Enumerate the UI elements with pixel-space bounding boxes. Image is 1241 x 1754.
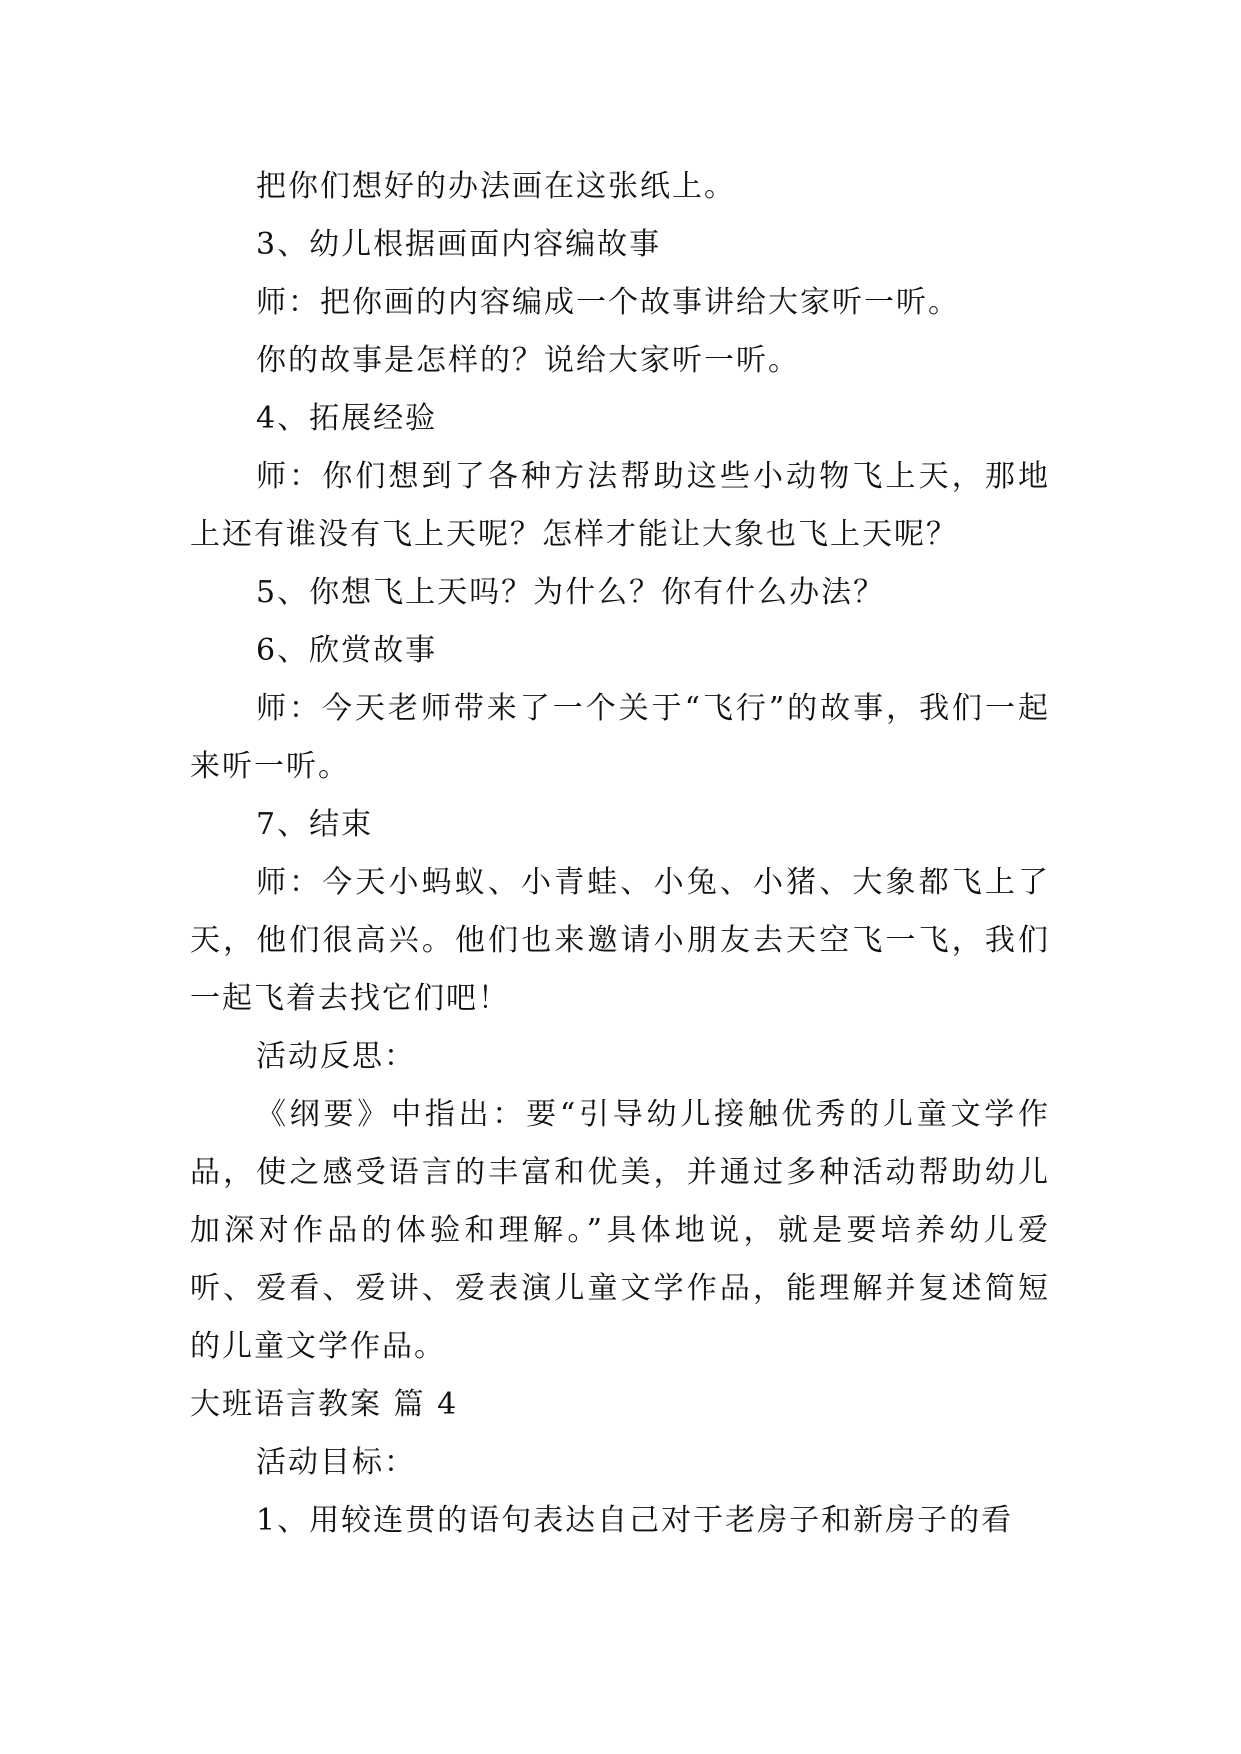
paragraph-step-4: 4、拓展经验 <box>256 401 438 436</box>
paragraph-reflection-body: 《纲要》中指出：要“引导幼儿接触优秀的儿童文学作品，使之感受语言的丰富和优美，并通过多种活动帮助幼儿加深对作品的体验和理解。”具体地说，就是要培养幼儿爱听、爱看、爱讲、爱表演儿童文学作品，能理解并复述简短的儿童文学作品。 <box>190 1097 1050 1364</box>
paragraph-drawing-instruction: 把你们想好的办法画在这张纸上。 <box>256 169 736 204</box>
document-body <box>190 158 1050 1550</box>
paragraph-reflection-label: 活动反思： <box>256 1039 416 1074</box>
paragraph-teacher-story-prompt: 师：把你画的内容编成一个故事讲给大家听一听。 <box>256 285 960 320</box>
paragraph-teacher-ending: 师：今天小蚂蚁、小青蛙、小兔、小猪、大象都飞上了天，他们很高兴。他们也来邀请小朋友去天空飞一飞，我们一起飞着去找它们吧！ <box>190 865 1050 1016</box>
paragraph-share-story: 你的故事是怎样的？说给大家听一听。 <box>256 343 800 378</box>
section-heading: 大班语言教案 篇 4 <box>190 1387 459 1422</box>
paragraph-step-5: 5、你想飞上天吗？为什么？你有什么办法？ <box>256 575 886 610</box>
paragraph-step-3: 3、幼儿根据画面内容编故事 <box>256 227 662 262</box>
paragraph-teacher-elephant: 师：你们想到了各种方法帮助这些小动物飞上天，那地上还有谁没有飞上天呢？怎样才能让大象也飞上天呢？ <box>190 459 1050 552</box>
paragraph-step-7: 7、结束 <box>256 807 374 842</box>
paragraph-objective-1: 1、用较连贯的语句表达自己对于老房子和新房子的看 <box>256 1503 1014 1538</box>
paragraph-step-6: 6、欣赏故事 <box>256 633 438 668</box>
paragraph-teacher-flying-story: 师：今天老师带来了一个关于“飞行”的故事，我们一起来听一听。 <box>190 691 1050 784</box>
paragraph-objectives-label: 活动目标： <box>256 1445 416 1480</box>
